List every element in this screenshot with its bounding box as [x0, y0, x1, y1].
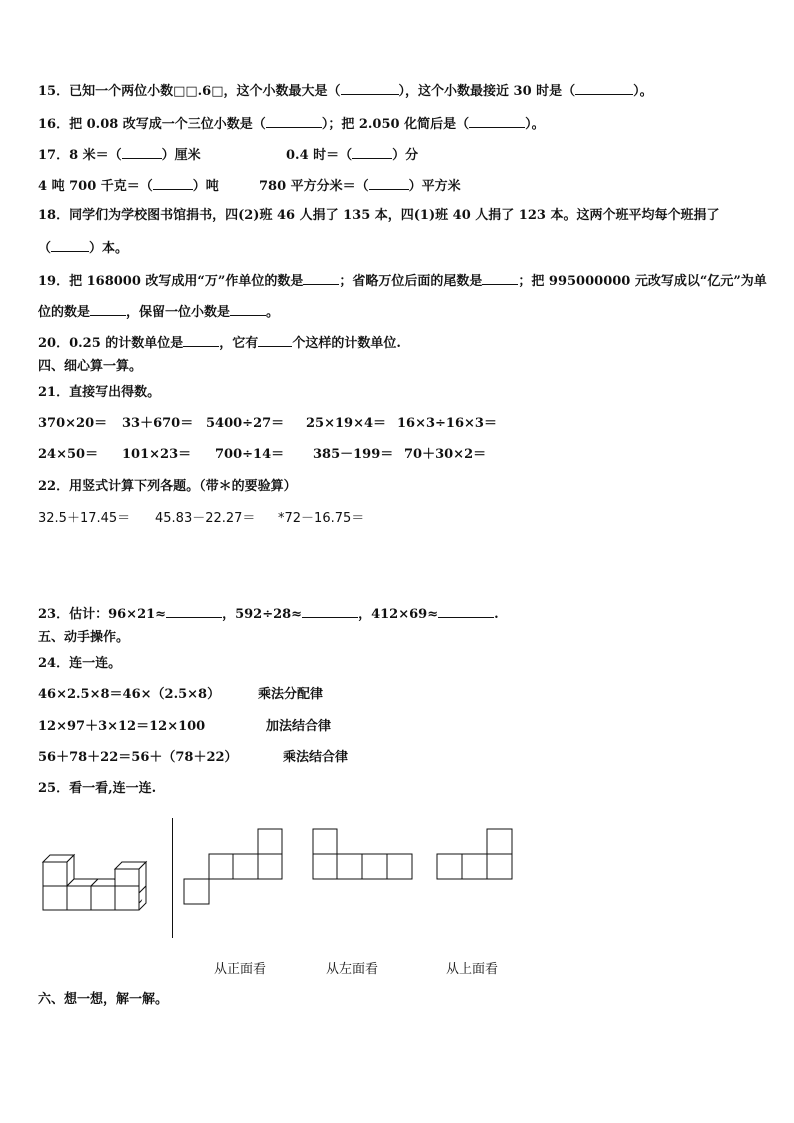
question-text: .: [494, 607, 499, 622]
answer-blank[interactable]: [341, 81, 399, 95]
question-19: [38, 271, 767, 291]
expression: 385－199＝: [313, 447, 394, 462]
cube-assembly-figure: [40, 852, 160, 912]
question-text: （: [38, 241, 52, 256]
question-number: 15．: [38, 84, 70, 99]
question-20: [38, 333, 401, 353]
answer-blank[interactable]: [90, 302, 126, 316]
answer-blank[interactable]: [122, 145, 162, 159]
section-heading-5: 五、动手操作。: [38, 630, 130, 645]
question-text: 估计：96×21≈: [69, 607, 167, 622]
question-text: ）分: [392, 148, 419, 163]
question-text: ；省略万位后面的尾数是: [339, 274, 483, 289]
answer-blank[interactable]: [352, 145, 392, 159]
question-text: 0.4 时＝（: [286, 148, 353, 163]
question-text: 把 0.08 改写成一个三位小数是（: [69, 117, 266, 132]
question-text: ）厘米: [161, 148, 201, 163]
question-22: [38, 478, 297, 496]
question-text: 0.25 的计数单位是: [69, 336, 184, 351]
question-text: ，保留一位小数是: [126, 305, 231, 320]
divider-line: [172, 818, 173, 938]
question-title: 用竖式计算下列各题。（带＊的要验算）: [69, 479, 297, 494]
question-text: ）平方米: [408, 179, 461, 194]
match-right-item[interactable]: 乘法分配律: [258, 687, 324, 702]
question-number: 17．: [38, 148, 70, 163]
match-right-item[interactable]: 乘法结合律: [283, 750, 349, 765]
question-text: ；把 995000000 元改写成以“亿元”为单: [518, 274, 767, 289]
question-24: [38, 655, 121, 673]
question-text: 8 米＝（: [69, 148, 122, 163]
question-text: 已知一个两位小数□□.6□，这个小数最大是（: [69, 84, 341, 99]
question-17-row-1: [38, 145, 201, 165]
answer-blank[interactable]: [575, 81, 633, 95]
question-text: ）。: [525, 117, 545, 132]
question-text: 同学们为学校图书馆捐书，四(2)班 46 人捐了 135 本，四(1)班 40 人捐了 123 本。这两个班平均每个班捐了: [69, 208, 720, 223]
view-label-left[interactable]: 从左面看: [326, 962, 379, 977]
vertical-calc-item: 32.5＋17.45＝: [38, 511, 131, 526]
section-heading-4: 四、细心算一算。: [38, 359, 143, 374]
question-text: ，412×69≈: [358, 607, 439, 622]
question-16: [38, 114, 545, 134]
question-number: 24．: [38, 656, 70, 671]
question-number: 25．: [38, 781, 70, 796]
vertical-calc-item: 45.83－22.27＝: [155, 511, 256, 526]
answer-blank[interactable]: [230, 302, 266, 316]
question-18: [38, 207, 719, 225]
view-shape-3[interactable]: [436, 829, 514, 881]
view-shape-2[interactable]: [312, 829, 414, 881]
expression: 700÷14＝: [215, 447, 285, 462]
question-18-line-2: [38, 238, 128, 258]
question-17-row-2: [38, 176, 219, 196]
expression: 101×23＝: [122, 447, 192, 462]
view-label-front[interactable]: 从正面看: [214, 962, 267, 977]
question-15: [38, 81, 653, 101]
question-number: 20．: [38, 336, 70, 351]
question-text: 。: [266, 305, 280, 320]
answer-blank[interactable]: [482, 271, 518, 285]
question-text: 把 168000 改写成用“万”作单位的数是: [69, 274, 304, 289]
answer-blank[interactable]: [258, 333, 292, 347]
question-21: [38, 384, 160, 402]
expression: 370×20＝: [38, 416, 108, 431]
question-number: 21．: [38, 385, 70, 400]
question-25: [38, 780, 156, 798]
question-text: ）吨: [192, 179, 219, 194]
section-heading-6: 六、想一想，解一解。: [38, 992, 169, 1007]
question-number: 16．: [38, 117, 70, 132]
match-left-item[interactable]: 56＋78＋22＝56＋（78＋22）: [38, 750, 238, 765]
answer-blank[interactable]: [183, 333, 219, 347]
answer-blank[interactable]: [266, 114, 322, 128]
question-text: ，592÷28≈: [222, 607, 303, 622]
question-text: ）；把 2.050 化简后是（: [321, 117, 470, 132]
question-text: 个这样的计数单位.: [292, 336, 401, 351]
question-title: 连一连。: [69, 656, 122, 671]
question-19-line-2: [38, 302, 279, 322]
question-text: ）本。: [89, 241, 129, 256]
question-text: 位的数是: [38, 305, 91, 320]
question-number: 19．: [38, 274, 70, 289]
match-left-item[interactable]: 12×97＋3×12＝12×100: [38, 719, 206, 734]
answer-blank[interactable]: [303, 271, 339, 285]
question-23: [38, 604, 499, 624]
question-number: 22．: [38, 479, 70, 494]
expression: 5400÷27＝: [206, 416, 285, 431]
answer-blank[interactable]: [51, 238, 89, 252]
question-title: 看一看,连一连.: [69, 781, 157, 796]
question-number: 18．: [38, 208, 70, 223]
expression: 33＋670＝: [122, 416, 194, 431]
question-text: ）。: [633, 84, 653, 99]
answer-blank[interactable]: [166, 604, 222, 618]
question-title: 直接写出得数。: [69, 385, 161, 400]
view-shape-1[interactable]: [183, 829, 283, 905]
answer-blank[interactable]: [469, 114, 525, 128]
expression: 25×19×4＝: [306, 416, 387, 431]
expression: 16×3÷16×3＝: [397, 416, 497, 431]
match-right-item[interactable]: 加法结合律: [266, 719, 332, 734]
question-text: ，它有: [219, 336, 259, 351]
answer-blank[interactable]: [302, 604, 358, 618]
answer-blank[interactable]: [153, 176, 193, 190]
expression: 70＋30×2＝: [404, 447, 487, 462]
expression: 24×50＝: [38, 447, 99, 462]
question-text: 4 吨 700 千克＝（: [38, 179, 153, 194]
vertical-calc-item: *72－16.75＝: [278, 511, 365, 526]
answer-blank[interactable]: [438, 604, 494, 618]
match-left-item[interactable]: 46×2.5×8＝46×（2.5×8）: [38, 687, 221, 702]
question-text: ），这个小数最接近 30 时是（: [398, 84, 576, 99]
answer-blank[interactable]: [369, 176, 409, 190]
question-number: 23．: [38, 607, 70, 622]
question-text: 780 平方分米＝（: [259, 179, 369, 194]
view-label-top[interactable]: 从上面看: [446, 962, 499, 977]
question-17-item-d: [259, 176, 461, 196]
question-17-item-b: [286, 145, 418, 165]
